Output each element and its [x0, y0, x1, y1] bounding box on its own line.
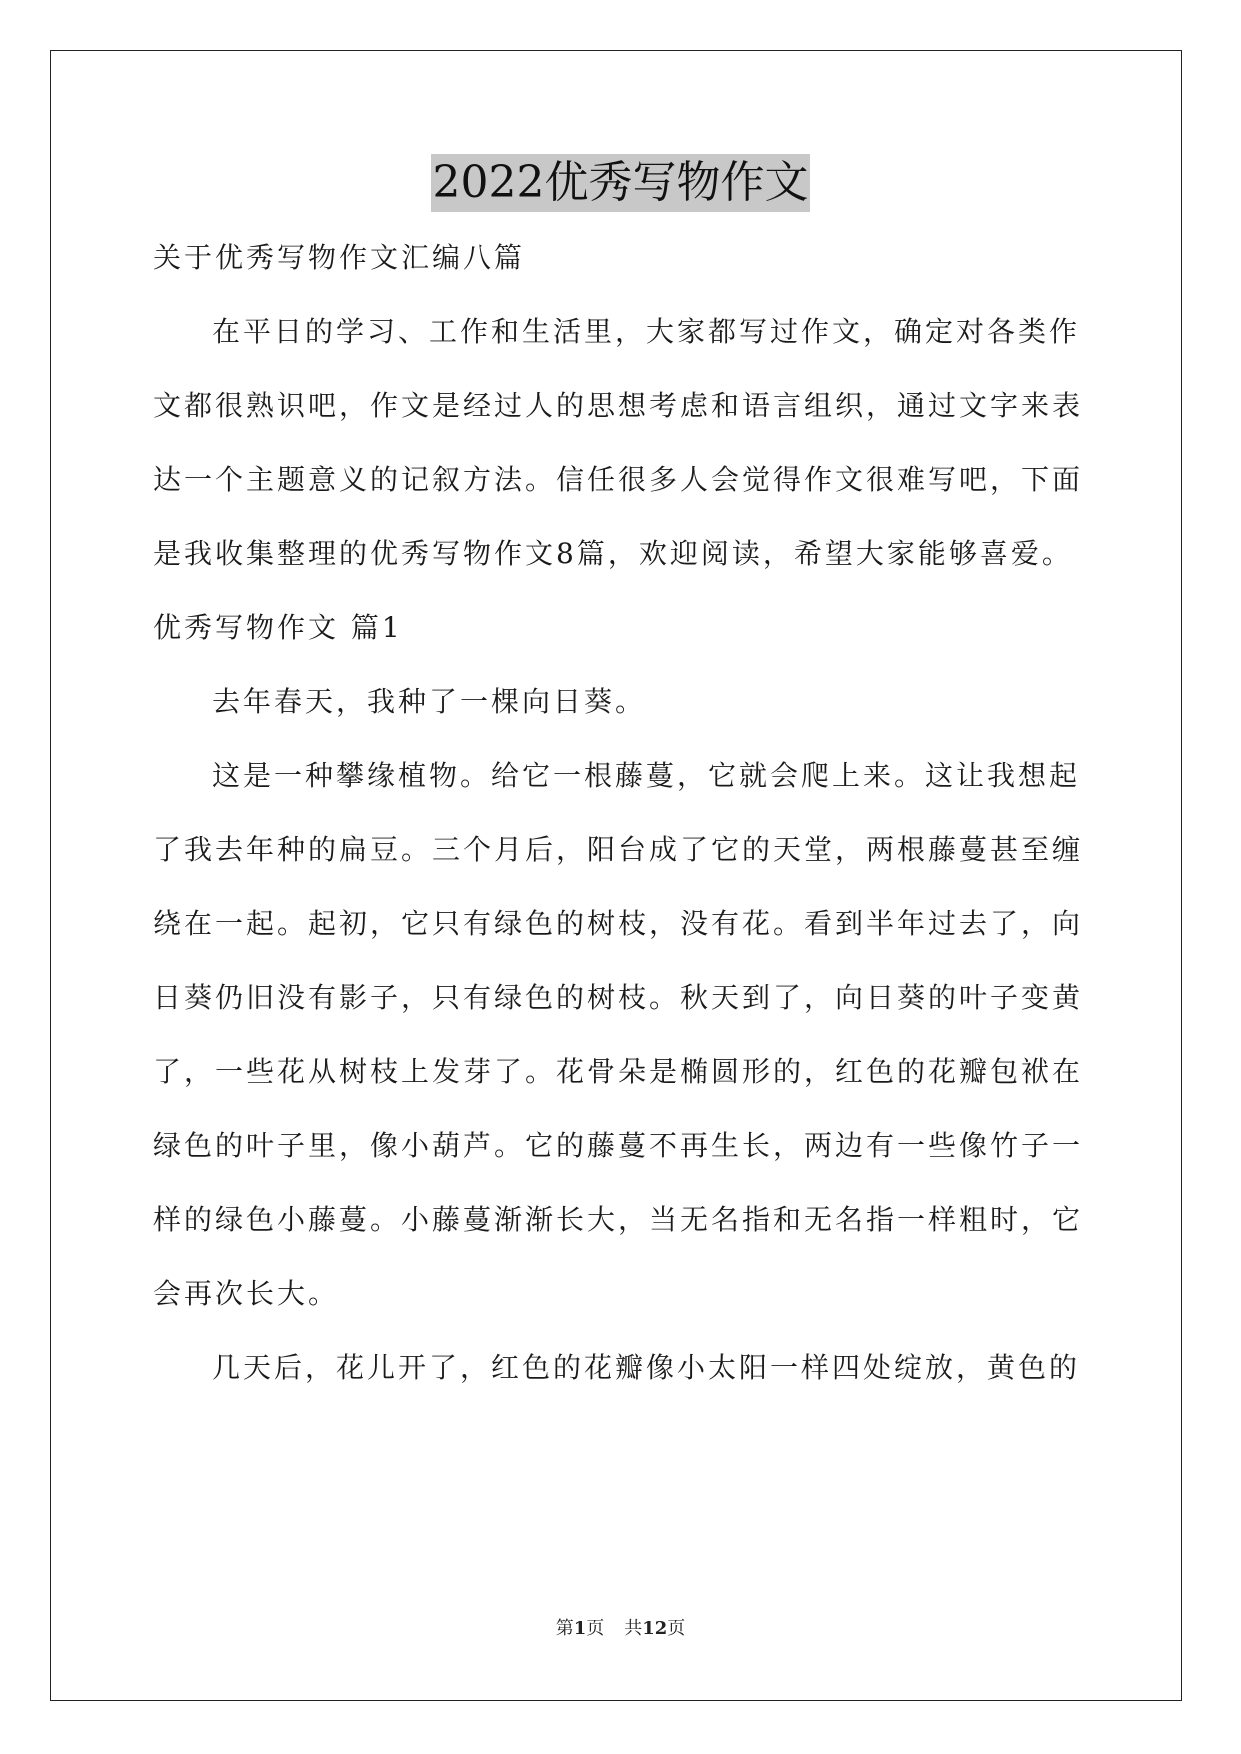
- subtitle: 关于优秀写物作文汇编八篇: [153, 241, 526, 274]
- paragraph-2-line: 日葵仍旧没有影子，只有绿色的树枝。秋天到了，向日葵的叶子变黄: [153, 981, 1084, 1014]
- paragraph-2-line: 这是一种攀缘植物。给它一根藤蔓，它就会爬上来。这让我想起: [212, 759, 1081, 792]
- intro-line: 文都很熟识吧，作文是经过人的思想考虑和语言组织，通过文字来表: [153, 389, 1084, 422]
- intro-line: 达一个主题意义的记叙方法。信任很多人会觉得作文很难写吧，下面: [153, 463, 1084, 496]
- page-footer: [0, 1616, 1241, 1642]
- total-prefix: 共: [624, 1618, 643, 1639]
- page-total: 12: [642, 1618, 668, 1639]
- page-unit: 页: [586, 1618, 605, 1639]
- intro-line: 是我收集整理的优秀写物作文8篇，欢迎阅读，希望大家能够喜爱。: [153, 537, 1073, 570]
- paragraph-2-line: 绕在一起。起初，它只有绿色的树枝，没有花。看到半年过去了，向: [153, 907, 1084, 940]
- paragraph-2-line: 会再次长大。: [153, 1277, 340, 1310]
- intro-line: 在平日的学习、工作和生活里，大家都写过作文，确定对各类作: [212, 315, 1081, 348]
- paragraph-3: 几天后，花儿开了，红色的花瓣像小太阳一样四处绽放，黄色的: [212, 1351, 1081, 1384]
- page-prefix: 第: [555, 1618, 574, 1639]
- paragraph-2-line: 绿色的叶子里，像小葫芦。它的藤蔓不再生长，两边有一些像竹子一: [153, 1129, 1084, 1162]
- page-border: [50, 50, 1182, 1701]
- page-current: 1: [573, 1618, 587, 1639]
- section-heading: 优秀写物作文 篇1: [153, 611, 403, 644]
- paragraph-2-line: 样的绿色小藤蔓。小藤蔓渐渐长大，当无名指和无名指一样粗时，它: [153, 1203, 1084, 1236]
- title-container: [0, 154, 1241, 212]
- paragraph-2-line: 了，一些花从树枝上发芽了。花骨朵是椭圆形的，红色的花瓣包袱在: [153, 1055, 1084, 1088]
- document-title: 2022优秀写物作文: [431, 154, 811, 212]
- total-unit: 页: [667, 1618, 686, 1639]
- paragraph-2-line: 了我去年种的扁豆。三个月后，阳台成了它的天堂，两根藤蔓甚至缠: [153, 833, 1084, 866]
- paragraph-1: 去年春天，我种了一棵向日葵。: [212, 685, 647, 718]
